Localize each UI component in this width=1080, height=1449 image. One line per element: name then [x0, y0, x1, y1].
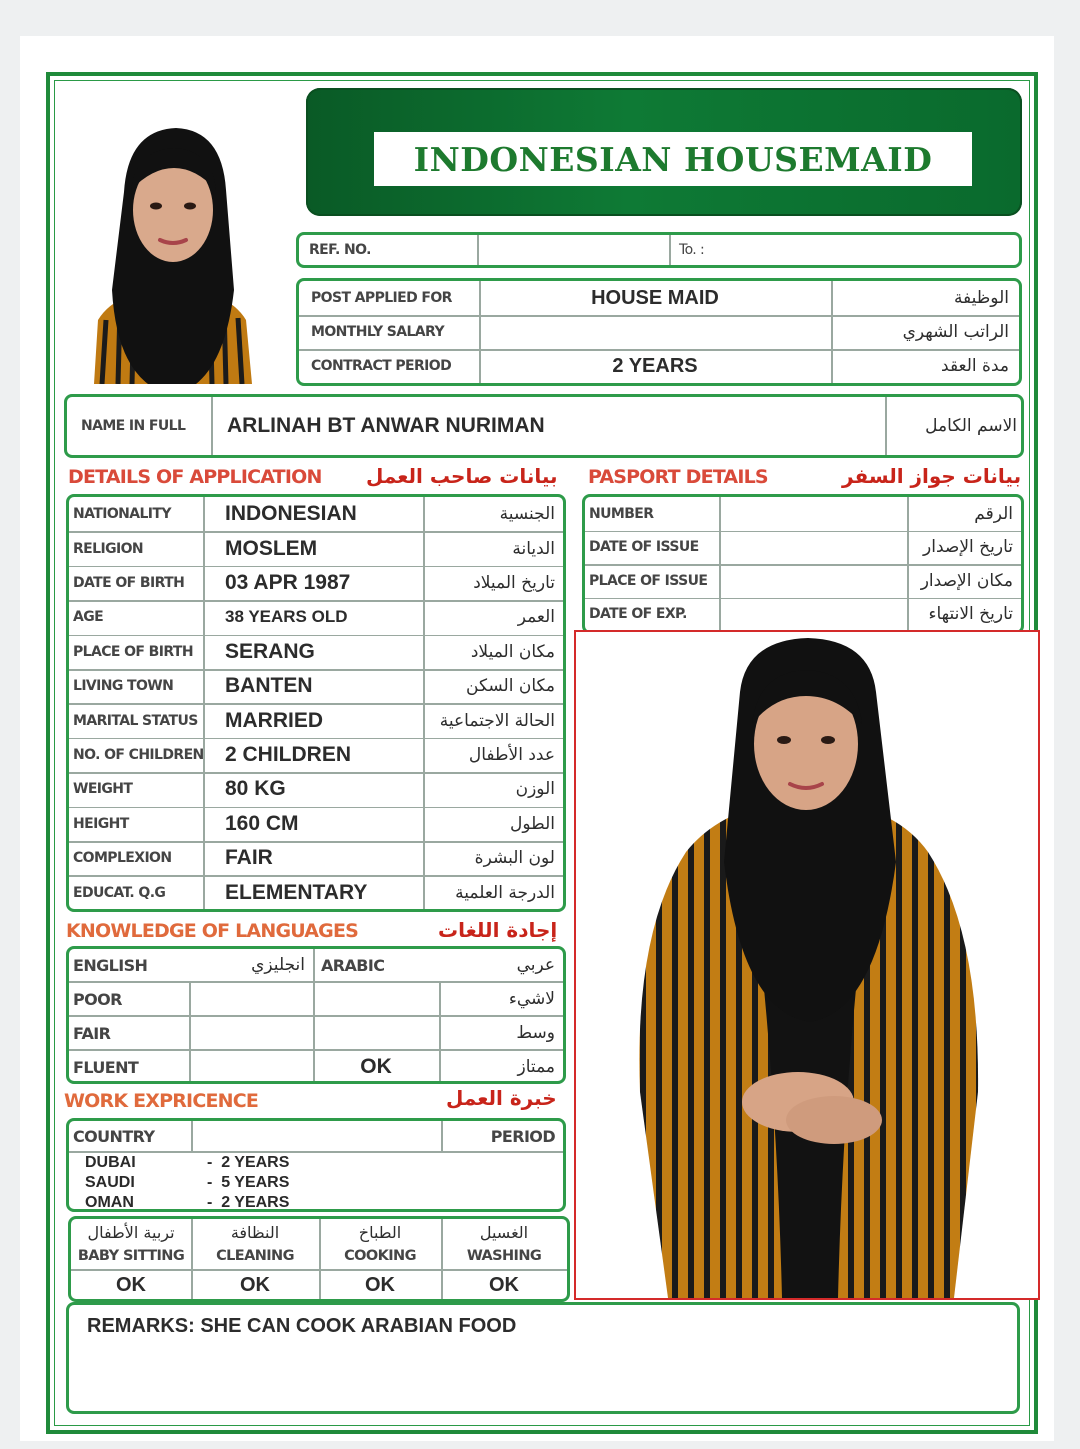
detail-label: LIVING TOWN — [73, 678, 174, 695]
skill-value: OK — [116, 1273, 146, 1296]
passport-title-ar: بيانات جواز السفر — [842, 464, 1022, 488]
detail-ar: تاريخ الميلاد — [473, 572, 555, 593]
skill-value: OK — [240, 1273, 270, 1296]
salary-value — [479, 315, 831, 349]
detail-ar: الدرجة العلمية — [455, 882, 555, 903]
full-body-photo — [574, 630, 1040, 1300]
arabic-ar: عربي — [516, 955, 555, 975]
detail-value: 38 YEARS OLD — [225, 607, 348, 627]
portrait-photo — [76, 120, 268, 384]
passport-title: PASPORT DETAILS — [588, 466, 768, 488]
detail-ar: مكان السكن — [466, 676, 555, 697]
skill-label: CLEANING — [216, 1248, 294, 1264]
passport-label: PLACE OF ISSUE — [589, 572, 708, 589]
language-level-ar: لاشيء — [508, 989, 555, 1009]
detail-value: SERANG — [225, 639, 315, 663]
skill-ar: تربية الأطفال — [87, 1222, 175, 1242]
detail-label: NO. OF CHILDREN — [73, 746, 204, 763]
detail-value: 160 CM — [225, 811, 299, 835]
skill-ar: الغسيل — [479, 1222, 529, 1242]
work-period: - 2 YEARS — [207, 1194, 290, 1211]
name-label: NAME IN FULL — [81, 418, 186, 434]
detail-ar: الوزن — [515, 779, 555, 800]
detail-label: WEIGHT — [73, 781, 133, 798]
passport-label: NUMBER — [589, 505, 654, 522]
english-level-value — [189, 983, 313, 1015]
languages-title-ar: إجادة اللغات — [438, 918, 558, 942]
detail-label: AGE — [73, 609, 104, 626]
passport-ar: مكان الإصدار — [920, 570, 1013, 591]
detail-ar: مكان الميلاد — [470, 641, 555, 662]
detail-value: INDONESIAN — [225, 502, 357, 526]
arabic-level-value: OK — [360, 1055, 392, 1078]
post-block — [296, 278, 1022, 386]
detail-ar: عدد الأطفال — [468, 744, 555, 765]
detail-value: MOSLEM — [225, 536, 318, 560]
ref-label: REF. NO. — [309, 242, 371, 258]
contract-label: CONTRACT PERIOD — [311, 358, 452, 374]
work-country: OMAN — [85, 1194, 134, 1211]
work-period: - 2 YEARS — [207, 1154, 290, 1171]
work-period: - 5 YEARS — [207, 1174, 290, 1191]
detail-ar: الحالة الاجتماعية — [439, 710, 555, 731]
work-title: WORK EXPRICENCE — [64, 1090, 259, 1112]
detail-value: 03 APR 1987 — [225, 570, 351, 594]
name-ar: الاسم الكامل — [925, 416, 1017, 436]
passport-ar: تاريخ الإصدار — [923, 537, 1013, 558]
detail-ar: الطول — [510, 813, 555, 834]
detail-ar: الديانة — [512, 538, 555, 559]
ref-row — [296, 232, 1022, 268]
arabic-level-value — [313, 983, 439, 1015]
work-country: DUBAI — [85, 1154, 136, 1171]
details-title: DETAILS OF APPLICATION — [68, 466, 322, 488]
skill-value: OK — [489, 1273, 519, 1296]
detail-value: BANTEN — [225, 674, 313, 698]
detail-label: HEIGHT — [73, 815, 129, 832]
detail-ar: لون البشرة — [474, 848, 555, 869]
language-level-ar: وسط — [516, 1023, 555, 1043]
work-title-ar: خبرة العمل — [446, 1086, 557, 1110]
detail-value: FAIR — [225, 846, 273, 870]
detail-label: DATE OF BIRTH — [73, 574, 185, 591]
passport-label: DATE OF ISSUE — [589, 539, 699, 556]
to-label: To. : — [679, 242, 705, 258]
skills-table — [68, 1216, 570, 1302]
detail-label: RELIGION — [73, 540, 143, 557]
contract-value: 2 YEARS — [612, 354, 698, 377]
english-level-value — [189, 1051, 313, 1083]
detail-ar: العمر — [517, 607, 555, 628]
passport-ar: الرقم — [974, 503, 1013, 524]
country-label: COUNTRY — [73, 1126, 155, 1146]
details-title-ar: بيانات صاحب العمل — [366, 464, 558, 488]
detail-value: 80 KG — [225, 777, 286, 801]
remarks-box — [66, 1302, 1020, 1414]
detail-value: MARRIED — [225, 708, 323, 732]
language-level-ar: ممتاز — [517, 1057, 555, 1077]
contract-ar: مدة العقد — [941, 356, 1009, 376]
detail-value: 2 CHILDREN — [225, 742, 352, 766]
salary-ar: الراتب الشهري — [902, 322, 1009, 342]
english-level-value — [189, 1017, 313, 1049]
arabic-label: ARABIC — [321, 955, 385, 975]
skill-ar: الطباخ — [358, 1222, 402, 1242]
work-table — [66, 1118, 566, 1212]
passport-ar: تاريخ الانتهاء — [928, 604, 1013, 625]
passport-table — [582, 494, 1024, 634]
language-level-label: POOR — [73, 989, 122, 1009]
post-value: HOUSE MAID — [591, 286, 719, 309]
skill-label: WASHING — [466, 1248, 542, 1264]
skill-ar: النظافة — [230, 1222, 280, 1242]
passport-label: DATE OF EXP. — [589, 606, 687, 623]
work-country: SAUDI — [85, 1174, 135, 1191]
skill-label: COOKING — [344, 1248, 416, 1264]
page-title: INDONESIAN HOUSEMAID — [413, 139, 933, 179]
post-ar: الوظيفة — [953, 288, 1009, 308]
post-label: POST APPLIED FOR — [311, 290, 452, 306]
arabic-level-value — [313, 1017, 439, 1049]
details-table — [66, 494, 566, 912]
title-strip — [374, 132, 972, 186]
skill-value: OK — [365, 1273, 395, 1296]
detail-value: ELEMENTARY — [225, 880, 368, 904]
detail-ar: الجنسية — [499, 504, 555, 525]
detail-label: COMPLEXION — [73, 850, 172, 867]
name-row — [64, 394, 1024, 458]
language-level-label: FAIR — [73, 1023, 111, 1043]
detail-label: MARITAL STATUS — [73, 712, 198, 729]
skill-label: BABY SITTING — [77, 1248, 185, 1264]
remarks-text: REMARKS: SHE CAN COOK ARABIAN FOOD — [87, 1314, 517, 1337]
period-label: PERIOD — [490, 1126, 555, 1146]
detail-label: NATIONALITY — [73, 506, 171, 523]
english-label: ENGLISH — [73, 955, 148, 975]
english-ar: انجليزي — [251, 955, 305, 975]
language-level-label: FLUENT — [73, 1057, 139, 1077]
salary-label: MONTHLY SALARY — [311, 324, 444, 340]
detail-label: PLACE OF BIRTH — [73, 643, 193, 660]
name-value: ARLINAH BT ANWAR NURIMAN — [227, 414, 545, 437]
detail-label: EDUCAT. Q.G — [73, 884, 166, 901]
languages-title: KNOWLEDGE OF LANGUAGES — [66, 920, 359, 942]
languages-table — [66, 946, 566, 1084]
